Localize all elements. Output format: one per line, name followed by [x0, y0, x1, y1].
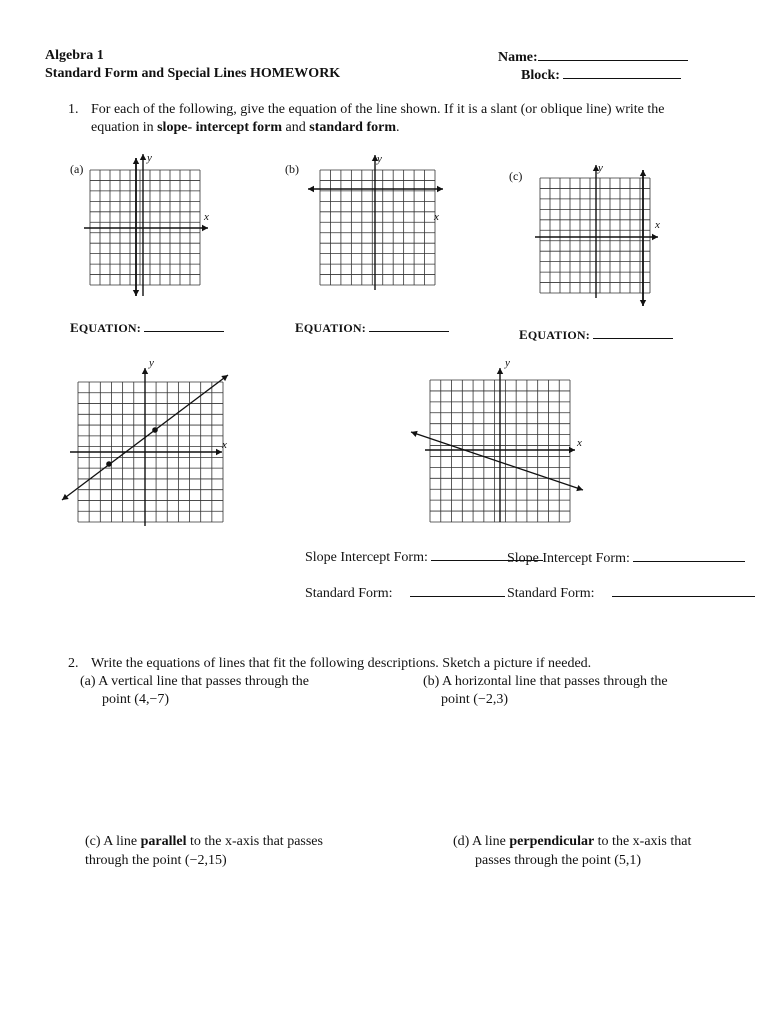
graph-b: [300, 150, 450, 295]
graphed-line-arrow-end: [221, 375, 228, 381]
x-axis-arrow: [569, 447, 575, 453]
q2d-line2: passes through the point (5,1): [475, 853, 642, 868]
q2c-line2: through the point (−2,15): [85, 853, 227, 868]
q2-number: 2.: [68, 656, 79, 671]
block-blank[interactable]: [563, 66, 681, 79]
graphed-line-arrow-end: [133, 290, 139, 296]
q1-text-line1: For each of the following, give the equation of the line shown. If it is a slant (or oblique line) write the: [91, 102, 665, 117]
x-axis-label: x: [577, 437, 582, 449]
name-field[interactable]: [498, 48, 688, 66]
standard-e: Standard Form:: [507, 584, 755, 602]
equation-a: EQUATION:: [70, 319, 224, 336]
q2-intro: Write the equations of lines that fit the following descriptions. Sketch a picture if needed.: [91, 656, 592, 671]
name-label: Name:: [498, 50, 538, 65]
plotted-point: [152, 427, 158, 433]
block-field[interactable]: [521, 66, 681, 84]
graph-e: [405, 357, 590, 525]
graphed-line-arrow-end: [640, 300, 646, 306]
y-axis-label: y: [505, 357, 510, 369]
x-axis-label: x: [655, 219, 660, 231]
x-axis-arrow-left: [308, 186, 314, 192]
y-axis-arrow: [142, 368, 148, 374]
standard-d: Standard Form:: [305, 584, 505, 602]
x-axis-arrow: [202, 225, 208, 231]
y-axis-arrow: [497, 368, 503, 374]
graph-c: [530, 160, 670, 308]
equation-b-blank[interactable]: [369, 319, 449, 332]
q2c-line1: (c) A line parallel to the x-axis that passes: [85, 834, 323, 849]
slope-intercept-term: slope- intercept form: [157, 120, 283, 135]
standard-e-blank[interactable]: [612, 584, 755, 597]
standard-form-term: standard form: [309, 120, 396, 135]
equation-a-blank[interactable]: [144, 319, 224, 332]
graph-a: [80, 150, 220, 300]
worksheet-title: Standard Form and Special Lines HOMEWORK: [45, 66, 341, 81]
perpendicular-term: perpendicular: [509, 834, 595, 849]
graphed-line-arrow-start: [62, 494, 69, 500]
slope-intercept-e-blank[interactable]: [633, 549, 745, 562]
equation-b: EQUATION:: [295, 319, 449, 336]
equation-c: EQUATION:: [519, 326, 673, 343]
y-axis-label: y: [147, 152, 152, 164]
x-axis-label: x: [434, 211, 439, 223]
block-label: Block:: [521, 68, 560, 83]
parallel-term: parallel: [140, 834, 187, 849]
graphed-line: [411, 432, 583, 490]
x-axis-arrow: [652, 234, 658, 240]
q2a-line1: (a) A vertical line that passes through the: [80, 674, 309, 689]
x-axis-arrow: [437, 186, 443, 192]
y-axis-label: y: [598, 162, 603, 174]
slope-intercept-d: Slope Intercept Form:: [305, 548, 543, 566]
slope-intercept-e: Slope Intercept Form:: [507, 549, 745, 567]
plotted-point: [106, 461, 112, 467]
q1-number: 1.: [68, 102, 79, 117]
graphed-line-arrow-start: [133, 158, 139, 164]
part-b-label: (b): [285, 162, 299, 176]
x-axis-label: x: [204, 211, 209, 223]
standard-d-blank[interactable]: [410, 584, 505, 597]
course-title: Algebra 1: [45, 48, 104, 63]
y-axis-label: y: [149, 357, 154, 369]
equation-c-blank[interactable]: [593, 326, 673, 339]
name-blank[interactable]: [538, 48, 688, 61]
graph-d: [60, 357, 235, 530]
q2b-line2: point (−2,3): [441, 692, 508, 707]
graphed-line-arrow-start: [640, 170, 646, 176]
y-axis-arrow: [140, 154, 146, 160]
part-c-label: (c): [509, 169, 523, 183]
q2b-line1: (b) A horizontal line that passes through the: [423, 674, 668, 689]
x-axis-label: x: [222, 439, 227, 451]
y-axis-label: y: [377, 153, 382, 165]
q2a-line2: point (4,−7): [102, 692, 169, 707]
part-a-label: (a): [70, 162, 84, 176]
q1-text-line2: equation in slope- intercept form and standard form.: [91, 120, 400, 135]
q2d-line1: (d) A line perpendicular to the x-axis that: [453, 834, 692, 849]
